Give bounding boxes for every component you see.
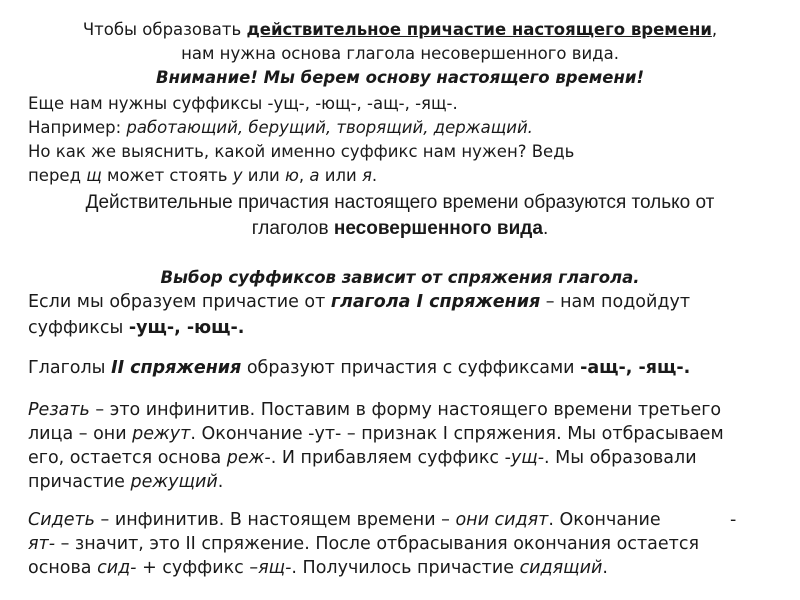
- intro-text: ,: [298, 166, 310, 185]
- example-word: Резать: [28, 400, 90, 420]
- intro-text: ,: [711, 20, 718, 39]
- example-text: . И прибавляем суффикс -: [270, 448, 511, 468]
- suffix-line-2: [28, 316, 244, 340]
- example-text: + суффикс –: [136, 558, 259, 578]
- intro-text: или: [242, 166, 285, 185]
- example-text: . Получилось причастие: [291, 558, 520, 578]
- rule-text: глаголов: [251, 218, 334, 239]
- example-word: ущ-: [510, 448, 545, 468]
- example-word: ящ-: [258, 558, 292, 578]
- example1-line-1: [28, 398, 721, 422]
- intro-letter: ю: [284, 166, 299, 185]
- example-word: они сидят: [455, 510, 549, 530]
- example1-line-2: [28, 422, 724, 446]
- intro-text: или: [319, 166, 362, 185]
- intro-text: Например:: [28, 118, 127, 137]
- example-text: – это инфинитив. Поставим в форму настоящего времени третьего: [89, 400, 722, 420]
- example-word: Сидеть: [28, 510, 95, 530]
- suffix-line-3: [28, 356, 690, 380]
- example2-line-2: [28, 532, 699, 556]
- intro-attention: Внимание! Мы берем основу настоящего времени!: [156, 68, 644, 87]
- example-text: . Окончание -ут- – признак I спряжения. Мы отбрасываем: [190, 424, 724, 444]
- example-text: – инфинитив. В настоящем времени –: [94, 510, 456, 530]
- rule-term: несовершенного вида: [333, 218, 543, 239]
- intro-line-1: [0, 18, 800, 42]
- intro-letter: у: [232, 166, 243, 185]
- example-word: режут: [132, 424, 191, 444]
- example-text: лица – они: [28, 424, 133, 444]
- suffix-text: – нам подойдут: [540, 292, 691, 312]
- example-word: сид-: [97, 558, 137, 578]
- intro-line-6: Но как же выяснить, какой именно суффикс нам нужен? Ведь: [28, 142, 575, 161]
- intro-line-7: [28, 164, 377, 188]
- suffix-text: образуют причастия с суффиксами: [241, 358, 581, 378]
- intro-term: действительное причастие настоящего времени: [246, 20, 712, 39]
- example-word: ят-: [28, 534, 56, 554]
- suffix-text: Если мы образуем причастие от: [28, 292, 331, 312]
- intro-line-2: нам нужна основа глагола несовершенного вида.: [181, 44, 619, 63]
- example1-line-4: [28, 470, 223, 494]
- suffix-line-1: [28, 290, 690, 314]
- example1-line-3: [28, 446, 697, 470]
- example-text: . Мы образовали: [544, 448, 697, 468]
- example-text: основа: [28, 558, 98, 578]
- suffix-text: суффиксы: [28, 318, 129, 338]
- example-text: . Окончание: [548, 510, 661, 530]
- rule-line-2: [0, 216, 800, 242]
- example-text: его, остается основа: [28, 448, 227, 468]
- example-text: причастие: [28, 472, 131, 492]
- intro-line-4: Еще нам нужны суффиксы -ущ-, -ющ-, -ащ-, -ящ-.: [28, 94, 458, 113]
- rule-text: .: [542, 218, 549, 239]
- intro-letter: а: [309, 166, 320, 185]
- example-word: сидящий: [519, 558, 603, 578]
- suffix-term: -ущ-, -ющ-.: [128, 318, 245, 338]
- example-text: .: [217, 472, 224, 492]
- example-text: .: [602, 558, 608, 578]
- rule-line-1: Действительные причастия настоящего времени образуются только от: [85, 192, 715, 213]
- example-word: реж-: [226, 448, 271, 468]
- example-word: режущий: [130, 472, 218, 492]
- intro-text: может стоять: [101, 166, 233, 185]
- suffix-text: Глаголы: [28, 358, 112, 378]
- suffix-term: глагола I спряжения: [330, 292, 541, 312]
- intro-examples: работающий, берущий, творящий, держащий.: [126, 118, 533, 137]
- intro-text: Чтобы образовать: [82, 20, 247, 39]
- example-text: – значит, это II спряжение. После отбрасывания окончания остается: [55, 534, 699, 554]
- intro-letter: щ: [86, 166, 102, 185]
- intro-text: .: [371, 166, 378, 185]
- suffix-term: II спряжения: [111, 358, 242, 378]
- intro-line-5: [28, 116, 533, 140]
- suffix-term: -ащ-, -ящ-.: [580, 358, 691, 378]
- intro-letter: я: [361, 166, 372, 185]
- example2-line-1: [28, 508, 661, 532]
- intro-text: перед: [28, 166, 87, 185]
- example2-line-3: [28, 556, 608, 580]
- suffix-title: Выбор суффиксов зависит от спряжения глагола.: [160, 268, 640, 287]
- example2-dash: -: [730, 510, 737, 530]
